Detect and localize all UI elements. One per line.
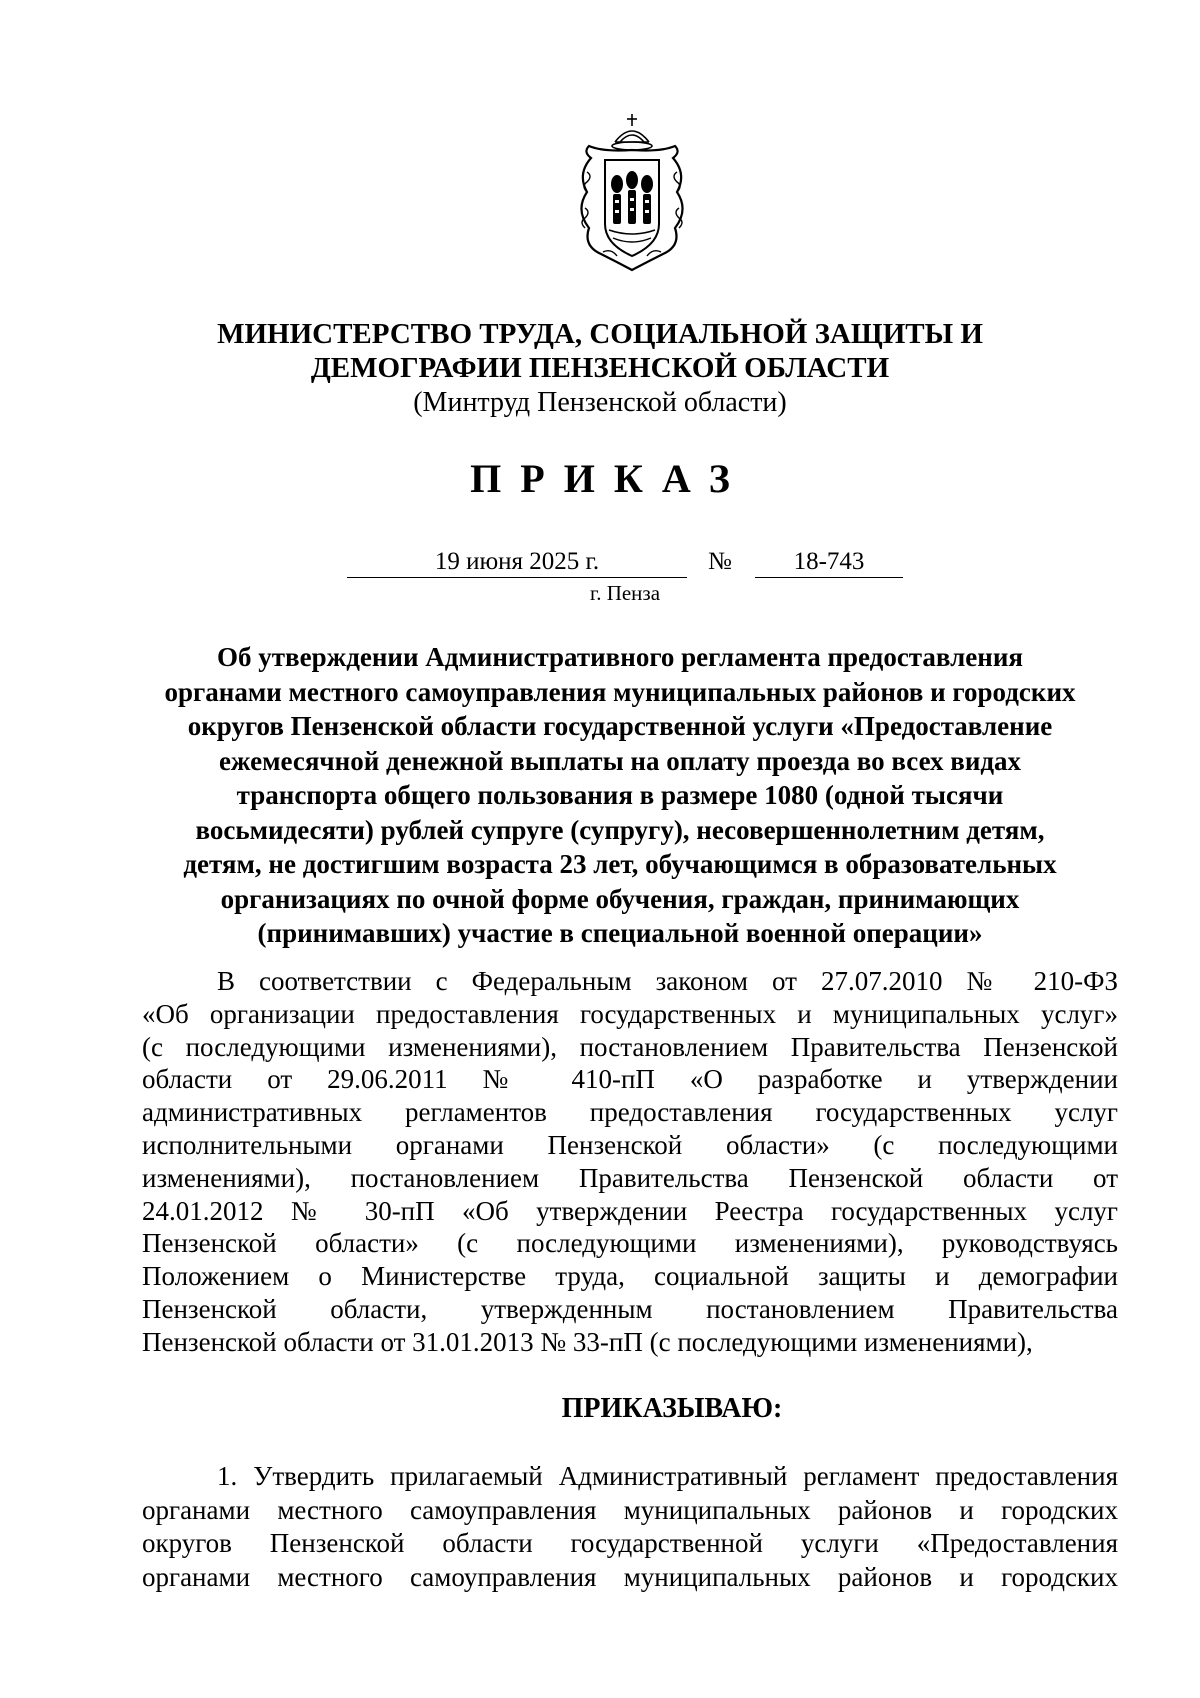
title-line: детям, не достигшим возраста 23 лет, обучающимся в образовательных <box>183 849 1057 879</box>
title-line: (принимавших) участие в специальной военной операции» <box>257 918 983 948</box>
title-line: округов Пензенской области государственной услуги «Предоставление <box>187 711 1053 741</box>
document-type: ПРИКАЗ <box>470 456 749 501</box>
preamble-line: административных регламентов предоставления государственных услуг <box>142 1097 1118 1128</box>
preamble-line: «Об организации предоставления государственных и муниципальных услуг» <box>142 998 1118 1029</box>
preamble-line: Положением о Министерстве труда, социальной защиты и демографии <box>142 1261 1118 1292</box>
title-line: организациях по очной форме обучения, граждан, принимающих <box>220 883 1020 914</box>
item-line: органами местного самоуправления муниципальных районов и городских <box>142 1561 1118 1592</box>
title-line: органами местного самоуправления муниципальных районов и городских <box>164 676 1076 707</box>
ministry-line-2: ДЕМОГРАФИИ ПЕНЗЕНСКОЙ ОБЛАСТИ <box>310 352 890 384</box>
ministry-short-name: (Минтруд Пензенской области) <box>413 387 787 418</box>
document-number: 18-743 <box>755 547 903 578</box>
preamble-line: исполнительными органами Пензенской области» (с последующими <box>142 1129 1118 1160</box>
order-heading: ПРИКАЗЫВАЮ: <box>561 1393 783 1424</box>
item-line: округов Пензенской области государственной услуги «Предоставления <box>142 1528 1118 1558</box>
preamble-line: Пензенской области от 31.01.2013 № 33-пП (с последующими изменениями), <box>142 1326 1033 1357</box>
ministry-line-1: МИНИСТЕРСТВО ТРУДА, СОЦИАЛЬНОЙ ЗАЩИТЫ И <box>217 318 983 350</box>
preamble-line: Пензенской области, утвержденным постановлением Правительства <box>142 1293 1118 1324</box>
title-line: транспорта общего пользования в размере 1080 (одной тысячи <box>236 780 1004 810</box>
title-line: ежемесячной денежной выплаты на оплату проезда во всех видах <box>218 745 1022 776</box>
order-item-1 <box>142 1460 1118 1594</box>
item-line: органами местного самоуправления муниципальных районов и городских <box>142 1494 1118 1525</box>
preamble-line: изменениями), постановлением Правительства Пензенской области от <box>142 1162 1118 1193</box>
preamble-line: В соответствии с Федеральным законом от 27.07.2010 № 210-ФЗ <box>217 966 1118 996</box>
number-sign: № <box>708 548 732 575</box>
ministry-name <box>150 317 1050 385</box>
preamble-line: (с последующими изменениями), постановлением Правительства Пензенской <box>142 1031 1118 1062</box>
coat-of-arms-icon <box>573 112 691 272</box>
document-date: 19 июня 2025 г. <box>347 547 687 578</box>
document-title <box>140 640 1100 951</box>
preamble-paragraph <box>142 965 1118 1359</box>
preamble-line: 24.01.2012 № 30-пП «Об утверждении Реестра государственных услуг <box>142 1195 1118 1226</box>
preamble-line: области от 29.06.2011 № 410-пП «О разработке и утверждении <box>142 1064 1118 1095</box>
title-line: восьмидесяти) рублей супруге (супругу), несовершеннолетним детям, <box>195 814 1045 845</box>
document-city: г. Пенза <box>589 581 661 605</box>
item-line: 1. Утвердить прилагаемый Административный регламент предоставления <box>217 1461 1118 1491</box>
preamble-line: Пензенской области» (с последующими изменениями), руководствуясь <box>142 1228 1118 1259</box>
title-line: Об утверждении Административного регламента предоставления <box>217 642 1023 672</box>
